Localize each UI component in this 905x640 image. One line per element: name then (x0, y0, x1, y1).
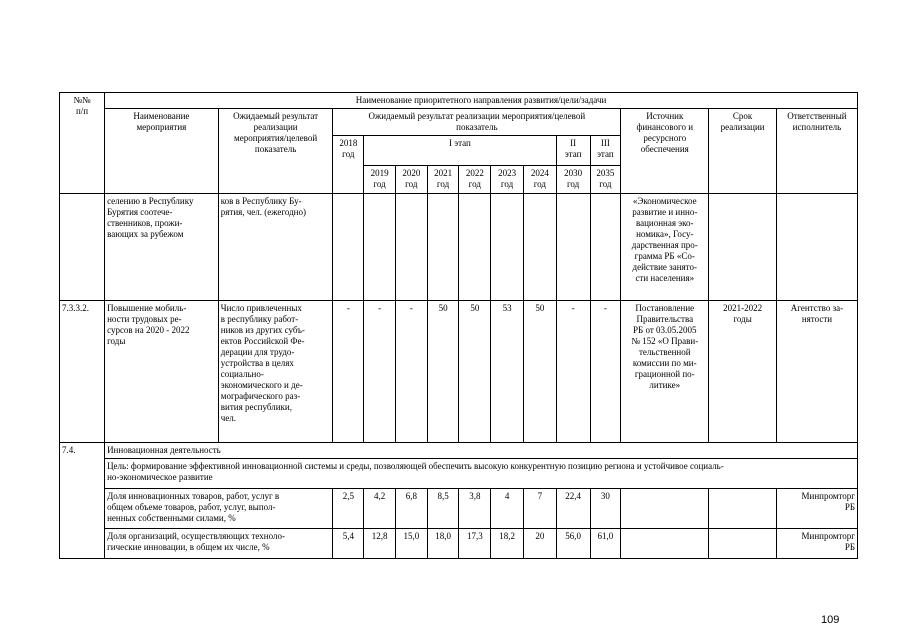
row-7332-term-text: 2021-2022 годы (723, 303, 763, 324)
header-stage2-text: II этап (564, 138, 582, 159)
header-expected-result (218, 109, 333, 194)
header-year-text: 2020 год (402, 168, 421, 189)
row-7332-num-text: 7.3.3.2. (62, 303, 89, 313)
row-7332-term (709, 301, 777, 443)
ind1-value (459, 489, 491, 529)
header-year (364, 166, 396, 194)
ind2-value (333, 529, 364, 559)
cont-val (333, 194, 364, 301)
ind1-responsible (776, 489, 857, 529)
cont-val (427, 194, 459, 301)
header-year-text: 2035 год (596, 168, 615, 189)
row-74-title-text: Инновационная деятельность (107, 445, 221, 455)
value-text: 7 (537, 491, 543, 501)
header-title-text: Наименование приоритетного направления развития/цели/задачи (355, 95, 607, 105)
ind2-name-text: Доля организаций, осуществляющих техноло- гические инновации, в общем их числе, % (107, 531, 285, 552)
ind1-value (590, 489, 621, 529)
row-7332-result-text: Число привлеченных в республику работ- ников из других субъ- ектов Российской Фе- дерации для трудо- устройства в целях социально- экономического и де- мографического раз- вития республики, чел. (220, 303, 305, 423)
row-7332-source (621, 301, 709, 443)
cont-source (621, 194, 709, 301)
ind2-value (491, 529, 524, 559)
ind2-value (364, 529, 396, 559)
cont-responsible (776, 194, 857, 301)
cont-name (105, 194, 219, 301)
ind1-value (395, 489, 427, 529)
ind1-name (105, 489, 333, 529)
ind1-value (556, 489, 590, 529)
row-7332-value (395, 301, 427, 443)
ind1-responsible-text: Минпромторг РБ (801, 491, 855, 512)
cont-result-text: ков в Республику Бу- рятия, чел. (ежегодно) (220, 196, 306, 217)
cont-num (60, 194, 105, 301)
header-year (459, 166, 491, 194)
row-7332-result (218, 301, 333, 443)
header-event-name-text: Наименование мероприятия (133, 111, 190, 132)
row-74-goal-text: Цель: формирование эффективной инновационной системы и среды, позволяющей обеспечить высокую конкурентную позицию региона и устойчивое социаль- но-экономическое развитие (107, 461, 724, 482)
row-74-num (60, 443, 105, 559)
ind1-value (333, 489, 364, 529)
row-74-goal (105, 459, 858, 489)
ind2-term (709, 529, 777, 559)
value-text: 15,0 (403, 531, 420, 541)
ind1-name-text: Доля инновационных товаров, работ, услуг в общем объеме товаров, работ, услуг, выпол- ненных собственными силами, % (107, 491, 280, 523)
value-text: 50 (470, 303, 480, 313)
header-year-text: 2024 год (530, 168, 549, 189)
value-text: 50 (438, 303, 448, 313)
header-year-text: 2023 год (498, 168, 517, 189)
row-7332-value (459, 301, 491, 443)
header-responsible-text: Ответственный исполнитель (787, 111, 847, 132)
header-year (556, 166, 590, 194)
row-7332-value (333, 301, 364, 443)
value-text: 2,5 (342, 491, 354, 501)
row-7332-value (364, 301, 396, 443)
value-text: 4 (504, 491, 510, 501)
cont-val (491, 194, 524, 301)
cont-term (709, 194, 777, 301)
header-expected-result-text: Ожидаемый результат реализации мероприятия/целевой показатель (233, 111, 319, 154)
value-text: 30 (600, 491, 610, 501)
row-7332-responsible (776, 301, 857, 443)
row-7332-value (491, 301, 524, 443)
cont-val (523, 194, 556, 301)
value-text: 56,0 (565, 531, 581, 541)
header-year (491, 166, 524, 194)
ind2-responsible-text: Минпромторг РБ (801, 531, 855, 552)
header-year (523, 166, 556, 194)
header-year (590, 166, 621, 194)
header-expected-impl (333, 109, 621, 136)
main-table (59, 92, 858, 559)
header-title (105, 93, 858, 109)
value-text: - (378, 303, 382, 313)
value-text: 20 (535, 531, 545, 541)
value-text: - (571, 303, 575, 313)
cont-result (218, 194, 333, 301)
header-stage3 (590, 136, 621, 166)
cont-val (556, 194, 590, 301)
cont-name-text: селению в Республику Бурятия соотече- ственников, прожи- вающих за рубежом (107, 196, 194, 239)
value-text: 22,4 (565, 491, 581, 501)
row-7332-name-text: Повышение мобиль- ности трудовых ре- сурсов на 2020 - 2022 годы (107, 303, 190, 346)
row-7332-source-text: Постановление Правительства РБ от 03.05.2005 № 152 «О Прави- тельственной комиссии по ми- грационной по- литике» (631, 303, 699, 390)
row-7332-value (427, 301, 459, 443)
ind2-value (523, 529, 556, 559)
header-source-text: Источник финансового и ресурсного обеспечения (636, 111, 694, 154)
ind2-responsible (776, 529, 857, 559)
row-7332-value (556, 301, 590, 443)
value-text: 61,0 (597, 531, 614, 541)
value-text: 53 (502, 303, 512, 313)
header-expected-impl-text: Ожидаемый результат реализации мероприятия/целевой показатель (368, 111, 586, 132)
row-7332-num (60, 301, 105, 443)
value-text: 5,4 (342, 531, 354, 541)
cont-val (590, 194, 621, 301)
header-year-text: 2019 год (370, 168, 389, 189)
header-year-text: 2030 год (564, 168, 583, 189)
header-year-text: 2022 год (465, 168, 484, 189)
value-text: 17,3 (466, 531, 483, 541)
value-text: 3,8 (469, 491, 481, 501)
row-7332-responsible-text: Агентство за- нятости (790, 303, 844, 324)
header-num (60, 93, 105, 194)
value-text: 8,5 (437, 491, 449, 501)
ind2-source (621, 529, 709, 559)
cont-val (459, 194, 491, 301)
page-number: 109 (821, 614, 840, 626)
value-text: - (603, 303, 607, 313)
header-term (709, 109, 777, 194)
row-74-title (105, 443, 858, 459)
ind2-value (395, 529, 427, 559)
header-term-text: Срок реализации (720, 111, 765, 132)
row-7332-value (590, 301, 621, 443)
row-74-num-text: 7.4. (62, 445, 76, 455)
ind2-value (556, 529, 590, 559)
header-year (427, 166, 459, 194)
row-7332-value (523, 301, 556, 443)
value-text: 12,8 (371, 531, 388, 541)
cont-val (395, 194, 427, 301)
ind1-term (709, 489, 777, 529)
header-2018 (333, 136, 364, 194)
header-stage2 (556, 136, 590, 166)
header-source (621, 109, 709, 194)
value-text: 4,2 (373, 491, 386, 501)
cont-val (364, 194, 396, 301)
header-2018-text: 2018 год (339, 138, 358, 159)
row-7332-name (105, 301, 219, 443)
header-stage1-text: I этап (449, 138, 471, 148)
ind1-value (427, 489, 459, 529)
value-text: - (409, 303, 413, 313)
cont-source-text: «Экономическое развитие и инно- вационная эко- номика», Госу- дарственная про- грамма РБ «Со- действие занято- сти населения» (631, 196, 698, 283)
ind1-source (621, 489, 709, 529)
ind2-name (105, 529, 333, 559)
value-text: 18,2 (499, 531, 515, 541)
value-text: - (346, 303, 350, 313)
ind1-value (491, 489, 524, 529)
header-stage3-text: III этап (597, 138, 614, 159)
ind1-value (523, 489, 556, 529)
value-text: 18,0 (435, 531, 451, 541)
ind2-value (427, 529, 459, 559)
ind1-value (364, 489, 396, 529)
header-num-text: №№ п/п (73, 95, 91, 116)
ind2-value (590, 529, 621, 559)
ind2-value (459, 529, 491, 559)
header-year (395, 166, 427, 194)
header-responsible (776, 109, 857, 194)
header-year-text: 2021 год (434, 168, 453, 189)
header-event-name (105, 109, 219, 194)
value-text: 6,8 (405, 491, 417, 501)
header-stage1 (364, 136, 557, 166)
value-text: 50 (535, 303, 545, 313)
